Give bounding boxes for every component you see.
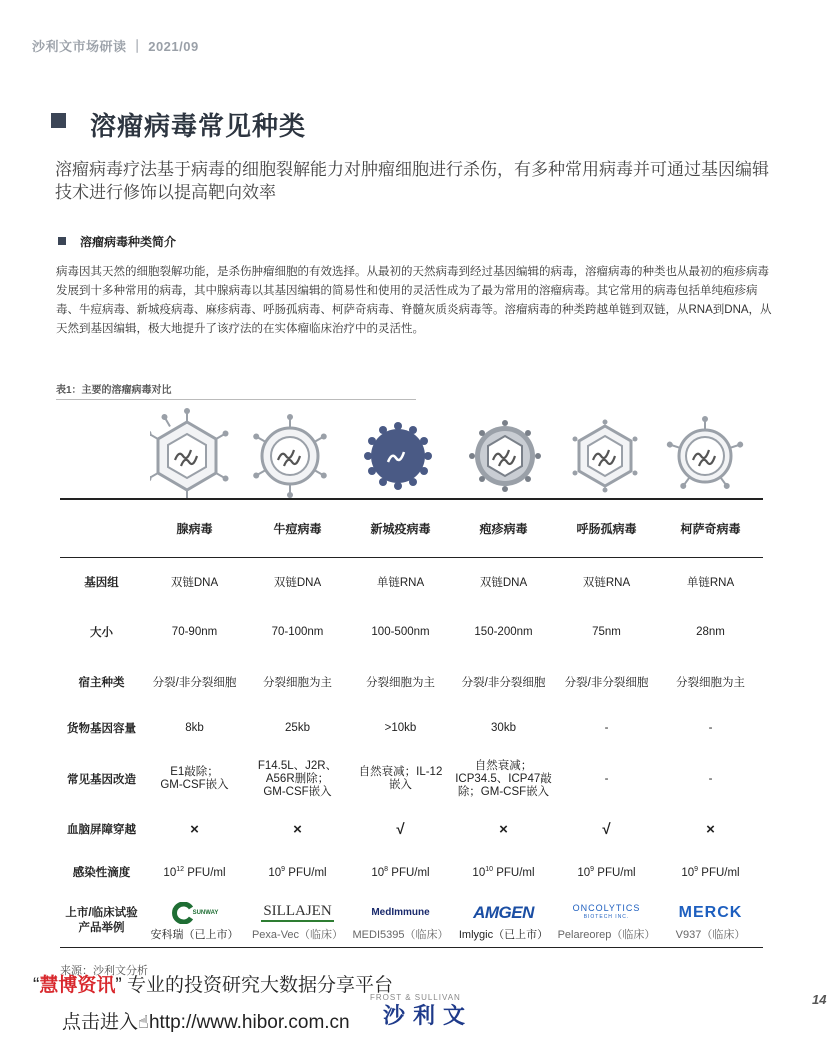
titer-cell: $10^9$ PFU/ml [268,865,327,879]
row-label: 血脑屏障穿越 [67,824,136,836]
table-row [60,895,763,947]
cell: 自然衰减； ICP34.5、ICP47敲 除；GM-CSF嵌入 [455,759,552,798]
table-row [60,849,763,895]
table-row [60,749,763,809]
cross-mark: × [706,820,715,838]
titer-cell: $10^9$ PFU/ml [577,865,636,879]
product-cell [349,895,452,947]
cell: 双链RNA [582,577,631,590]
watermark-line-1: “慧博资讯” 专业的投资研究大数据分享平台 [33,975,393,996]
cell: 双链DNA [273,577,322,590]
virus-comparison-table [60,498,763,948]
cell: 分裂细胞为主 [366,677,435,689]
cell: F14.5L、J2R、 A56R删除； GM-CSF嵌入 [257,759,338,798]
cell: 双链DNA [479,577,528,590]
page-number: 14 [812,992,827,1007]
cell: 30kb [491,722,516,734]
section-bullet-icon [58,237,66,245]
cell: - [604,722,609,734]
table-header-row [60,499,763,557]
amgen-logo: AMGEN [473,902,534,922]
cell: 自然衰减；IL-12 嵌入 [358,766,443,791]
cell: 分裂细胞为主 [676,677,745,689]
header-ndv: 新城疫病毒 [370,521,431,536]
vaccinia-virus-icon [252,414,328,498]
header-reovirus: 呼肠孤病毒 [576,521,637,536]
hand-cursor-icon: ☝ [138,1012,149,1032]
adenovirus-icon [150,408,230,500]
table-row [60,607,763,657]
product-cell [555,895,658,947]
product-name: Pelareorep（临床） [557,928,656,941]
table-row [60,657,763,707]
cell: 25kb [285,722,310,734]
product-cell [658,895,763,947]
table-row [60,707,763,749]
caption-divider [56,399,416,400]
sullivan-logo: 沙利文 [383,1003,474,1028]
cell: 分裂/非分裂细胞 [461,677,546,689]
product-name: Imlygic（已上市） [458,928,549,941]
cell: 8kb [185,722,204,734]
oncolytics-logo-sub: BIOTECH INC. [583,913,630,920]
cell: - [708,773,713,785]
cell: >10kb [384,722,417,734]
product-name: MEDI5395（临床） [352,928,449,941]
intro-paragraph: 病毒因其天然的细胞裂解功能，是杀伤肿瘤细胞的有效选择。从最初的天然病毒到经过基因编辑的病毒，溶瘤病毒的种类也从最初的疱疹病毒发展到十多种常用的病毒，其中腺病毒以其基因编辑的简易性和使用的灵活性成为了最为常用的溶瘤病毒。其它常用的病毒包括单纯疱疹病毒、牛痘病毒、新城疫病毒、麻疹病毒、呼肠孤病毒、柯萨奇病毒、脊髓灰质炎病毒等。溶瘤病毒的种类跨越单链到双链，从RNA到DNA，从天然到基因编辑，极大地提升了该疗法的在实体瘤临床治疗中的灵活性。 [56,266,772,335]
row-label: 基因组 [84,577,119,590]
header-adenovirus: 腺病毒 [176,521,213,536]
cell: 双链DNA [170,577,219,590]
titer-cell: $10^9$ PFU/ml [681,865,740,879]
cell: 150-200nm [474,626,533,638]
row-label: 上市/临床试验 产品举例 [65,906,138,934]
merck-logo: MERCK [678,903,743,921]
frost-sullivan-small-logo: FROST & SULLIVAN [370,993,461,1002]
herpes-virus-icon [469,420,541,492]
row-label: 货物基因容量 [67,723,136,735]
cell: 70-100nm [271,626,324,638]
sunway-logo-icon [171,902,195,924]
cell: 分裂/非分裂细胞 [152,677,237,689]
cell: 单链RNA [376,577,425,590]
cell: - [708,722,713,734]
row-label: 感染性滴度 [72,867,131,879]
titer-cell: $10^{12}$ PFU/ml [163,865,226,879]
check-mark: √ [602,820,611,838]
table-row [60,557,763,607]
product-cell [246,895,349,947]
row-label: 宿主种类 [78,677,125,689]
coxsackie-virus-icon [666,416,744,490]
cross-mark: × [293,820,302,838]
product-cell [143,895,246,947]
source-note: 来源：沙利文分析 [60,965,148,977]
cell: 分裂细胞为主 [263,677,332,689]
row-label: 常见基因改造 [67,774,136,786]
titer-cell: $10^{10}$ PFU/ml [472,865,535,879]
section-title: 溶瘤病毒种类简介 [80,235,177,249]
cell: 70-90nm [171,626,218,638]
cell: 100-500nm [371,626,430,638]
product-name: V937（临床） [675,928,746,941]
cell: E1敲除； GM-CSF嵌入 [160,766,229,791]
product-name: 安科瑞（已上市） [150,928,239,941]
header-herpes: 疱疹病毒 [479,521,528,536]
cell: 单链RNA [686,577,735,590]
newcastle-disease-virus-icon [364,422,432,490]
cross-mark: × [499,820,508,838]
page-subtitle: 溶瘤病毒疗法基于病毒的细胞裂解能力对肿瘤细胞进行杀伤，有多种常用病毒并可通过基因编辑技术进行修饰以提高靶向效率 [55,160,769,202]
reovirus-icon [573,420,638,493]
sunway-logo-text: SUNWAY [192,909,219,916]
page-title: 溶瘤病毒常见种类 [90,111,307,141]
cell: 75nm [592,626,621,638]
oncolytics-logo: ONCOLYTICS [572,902,641,913]
titer-cell: $10^8$ PFU/ml [371,865,430,879]
table-row [60,809,763,849]
product-name: Pexa-Vec（临床） [251,928,344,941]
row-label: 大小 [90,627,113,639]
cell: 28nm [696,626,725,638]
header-vaccinia: 牛痘病毒 [273,521,322,536]
cell: 分裂/非分裂细胞 [564,677,649,689]
virus-icon-row [150,408,760,500]
report-header: 沙利文市场研读 ｜ 2021/09 [32,39,199,54]
cell: - [604,773,609,785]
watermark-link[interactable]: 点击进入☝http://www.hibor.com.cn [62,1012,350,1033]
cross-mark: × [190,820,199,838]
medimmune-logo: MedImmune [371,907,430,919]
sillajen-logo: SILLAJEN [261,903,333,922]
header-blank [60,499,143,557]
title-square-icon [51,113,66,128]
check-mark: √ [396,820,405,838]
product-cell [452,895,555,947]
table-caption: 表1：主要的溶瘤病毒对比 [56,385,172,396]
header-coxsackie: 柯萨奇病毒 [680,521,741,536]
